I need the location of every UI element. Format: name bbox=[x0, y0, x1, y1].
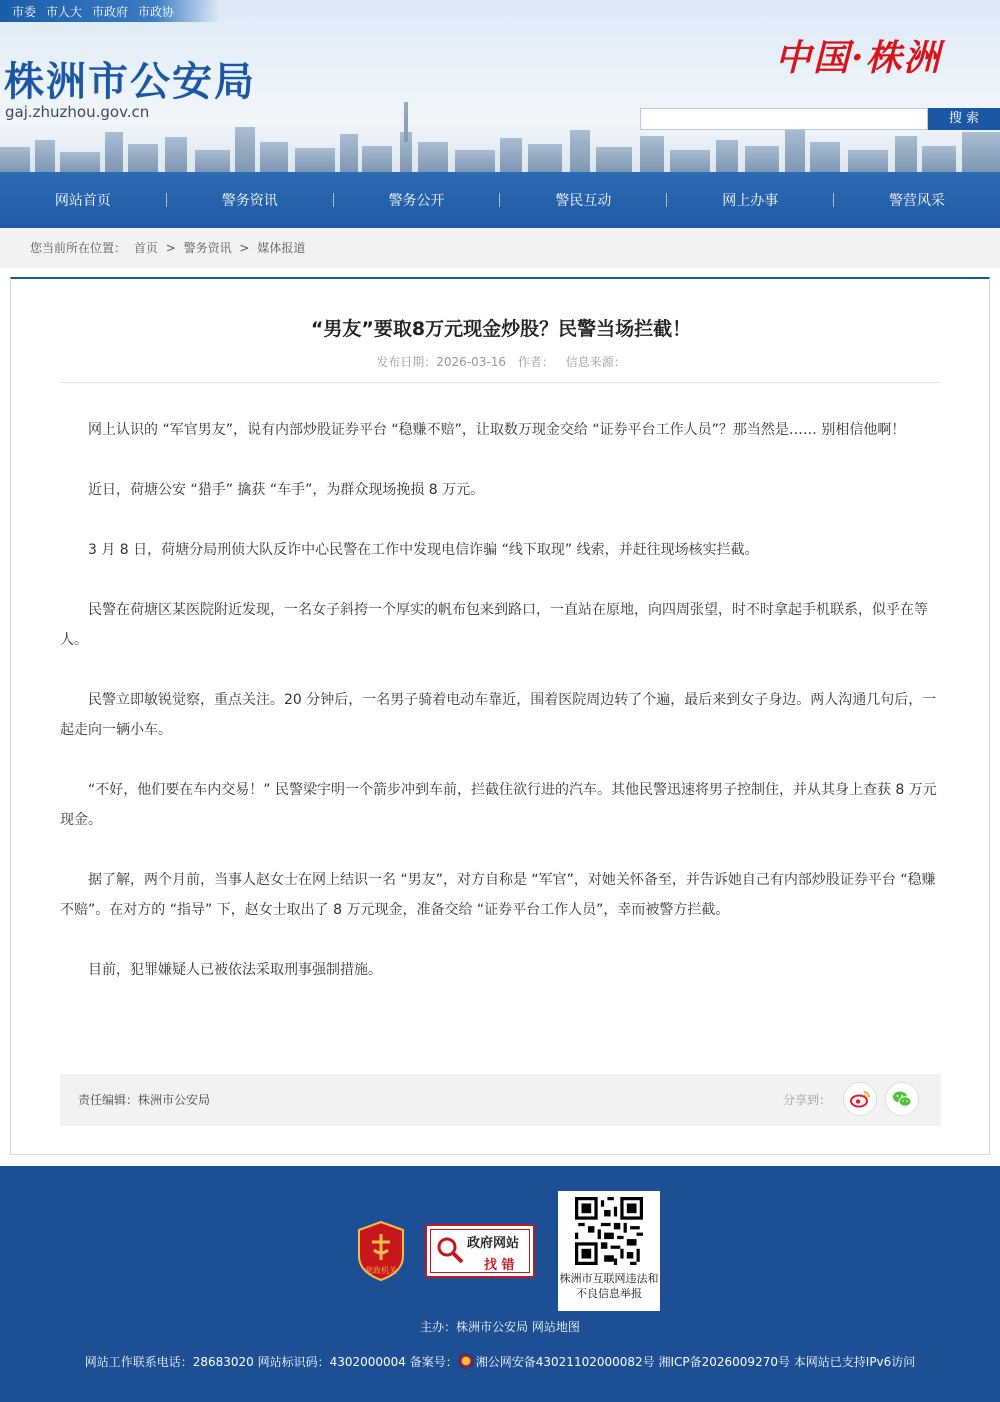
nav-item-home[interactable]: 网站首页 bbox=[54, 193, 111, 209]
party-badge-label: 党政机关 bbox=[365, 1266, 397, 1275]
site-title[interactable]: 株洲市公安局 bbox=[4, 58, 256, 105]
article-meta bbox=[11, 353, 991, 370]
top-link-government[interactable]: 市政府 bbox=[92, 4, 129, 19]
breadcrumb-home[interactable]: 首页 bbox=[133, 241, 158, 255]
article-footer-bar bbox=[60, 1074, 941, 1126]
nav-item-police-style[interactable]: 警营风采 bbox=[889, 193, 946, 209]
main-nav bbox=[0, 172, 1000, 228]
site-footer bbox=[0, 1166, 1000, 1402]
share-label: 分享到： bbox=[782, 1093, 831, 1107]
title-divider bbox=[60, 382, 941, 383]
article-paragraph: 据了解，两个月前，当事人赵女士在网上结识一名 “男友”，对方自称是 “军官”，对她关怀备至，并告诉她自己有内部炒股证券平台 “稳赚不赔”。在对方的 “指导” 下，赵女士取出了 8 万元现金，准备交给 “证券平台工作人员”，幸而被警方拦截。 bbox=[60, 872, 936, 918]
party-government-badge-icon[interactable] bbox=[356, 1220, 406, 1282]
breadcrumb-prefix: 您当前所在位置： bbox=[30, 241, 127, 255]
report-qr-card[interactable] bbox=[558, 1191, 660, 1311]
magnifier-icon bbox=[435, 1235, 465, 1265]
site-header bbox=[0, 0, 1000, 172]
police-badge-icon bbox=[458, 1353, 474, 1369]
weibo-share-button[interactable] bbox=[843, 1082, 877, 1116]
breadcrumb bbox=[0, 228, 1000, 268]
footer-contact-info: 网站工作联系电话：28683020 网站标识码：4302000004 备案号： bbox=[84, 1355, 458, 1369]
qr-caption: 株洲市互联网违法和不良信息举报 bbox=[559, 1272, 659, 1300]
footer-record-info[interactable]: 湘公网安备43021102000082号 湘ICP备2026009270号 本网站已支持IPv6访问 bbox=[475, 1355, 916, 1369]
qr-code-icon bbox=[575, 1197, 643, 1265]
article-source: 信息来源： bbox=[565, 355, 626, 369]
weibo-icon bbox=[849, 1088, 871, 1110]
nav-item-interaction[interactable]: 警民互动 bbox=[555, 193, 612, 209]
breadcrumb-news[interactable]: 警务资讯 bbox=[183, 241, 232, 255]
nav-item-online-service[interactable]: 网上办事 bbox=[722, 193, 779, 209]
search-input[interactable] bbox=[640, 108, 928, 130]
responsible-editor: 责任编辑：株洲市公安局 bbox=[78, 1093, 211, 1107]
top-links bbox=[0, 0, 220, 22]
article-paragraph: 近日，荷塘公安 “猎手” 擒获 “车手”，为群众现场挽损 8 万元。 bbox=[88, 482, 485, 498]
article-paragraph: 目前，犯罪嫌疑人已被依法采取刑事强制措施。 bbox=[88, 962, 382, 978]
publish-date: 发布日期：2026-03-16 bbox=[376, 355, 507, 369]
article-paragraph: 民警立即敏锐觉察，重点关注。20 分钟后，一名男子骑着电动车靠近，围着医院周边转了个遍，最后来到女子身边。两人沟通几句后，一起走向一辆小车。 bbox=[60, 692, 937, 738]
article-paragraph: “不好，他们要在车内交易！” 民警梁宇明一个箭步冲到车前，拦截住欲行进的汽车。其他民警迅速将男子控制住，并从其身上查获 8 万元现金。 bbox=[60, 782, 937, 828]
footer-info-line bbox=[0, 1353, 1000, 1370]
site-url: gaj.zhuzhou.gov.cn bbox=[5, 103, 150, 121]
article-paragraph: 民警在荷塘区某医院附近发现，一名女子斜挎一个厚实的帆布包来到路口，一直站在原地，向四周张望，时不时拿起手机联系，似乎在等人。 bbox=[60, 602, 928, 648]
breadcrumb-media[interactable]: 媒体报道 bbox=[257, 241, 306, 255]
article-author: 作者： bbox=[517, 355, 554, 369]
error-report-line1: 政府网站 bbox=[467, 1236, 520, 1251]
article-title: “男友”要取8万元现金炒股？民警当场拦截！ bbox=[310, 318, 692, 340]
top-link-congress[interactable]: 市人大 bbox=[46, 4, 83, 19]
nav-item-disclosure[interactable]: 警务公开 bbox=[388, 193, 445, 209]
article-container bbox=[10, 277, 990, 1155]
article-paragraph: 3 月 8 日，荷塘分局刑侦大队反诈中心民警在工作中发现电信诈骗 “线下取现” 线索，并赶往现场核实拦截。 bbox=[88, 542, 759, 558]
top-link-party[interactable]: 市委 bbox=[12, 4, 37, 19]
article-paragraph: 网上认识的 “军官男友”，说有内部炒股证券平台 “稳赚不赔”，让取数万现金交给 “证券平台工作人员”？那当然是…… 别相信他啊！ bbox=[88, 422, 906, 438]
wechat-icon bbox=[891, 1088, 913, 1110]
wechat-share-button[interactable] bbox=[885, 1082, 919, 1116]
nav-item-news[interactable]: 警务资讯 bbox=[221, 193, 278, 209]
error-report-line2: 找 错 bbox=[484, 1258, 515, 1273]
footer-host-line: 主办：株洲市公安局 网站地图 bbox=[420, 1320, 580, 1334]
breadcrumb-separator: > bbox=[239, 241, 250, 255]
gov-site-error-report-button[interactable] bbox=[425, 1224, 535, 1278]
breadcrumb-separator: > bbox=[165, 241, 176, 255]
search-button[interactable]: 搜 索 bbox=[928, 108, 1000, 130]
article-body bbox=[60, 415, 941, 1015]
top-link-cppcc[interactable]: 市政协 bbox=[138, 4, 175, 19]
china-zhuzhou-logo: 中国·株洲 bbox=[775, 37, 942, 79]
